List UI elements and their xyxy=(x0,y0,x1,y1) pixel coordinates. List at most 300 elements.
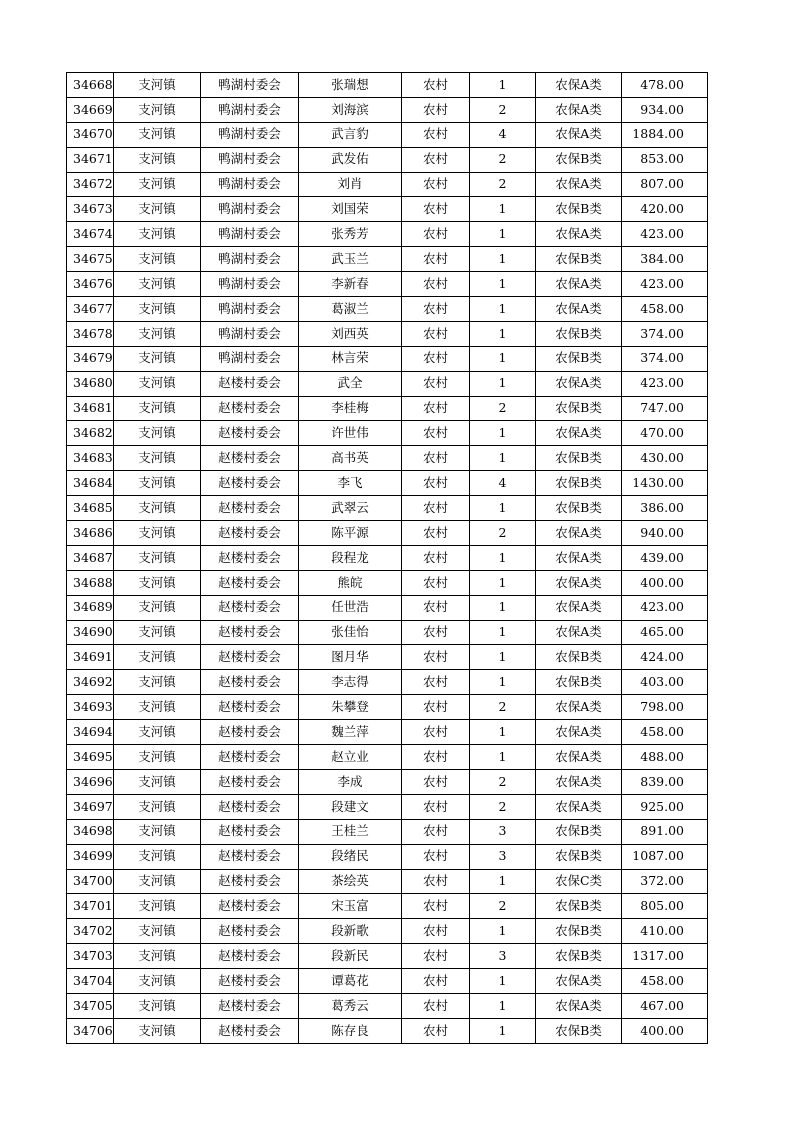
village-cell: 鸭湖村委会 xyxy=(201,122,299,147)
table-row xyxy=(67,869,708,894)
record-id-cell: 34681 xyxy=(67,396,114,421)
village-cell: 赵楼村委会 xyxy=(201,1018,299,1043)
area-type-cell: 农村 xyxy=(402,396,470,421)
town-cell: 支河镇 xyxy=(114,645,201,670)
person-name-cell: 刘国荣 xyxy=(299,197,402,222)
town-cell: 支河镇 xyxy=(114,321,201,346)
table-row xyxy=(67,620,708,645)
record-id-cell: 34675 xyxy=(67,247,114,272)
area-type-cell: 农村 xyxy=(402,869,470,894)
village-cell: 鸭湖村委会 xyxy=(201,346,299,371)
insurance-category-cell: 农保A类 xyxy=(536,769,622,794)
table-row xyxy=(67,446,708,471)
area-type-cell: 农村 xyxy=(402,919,470,944)
record-id-cell: 34699 xyxy=(67,844,114,869)
town-cell: 支河镇 xyxy=(114,720,201,745)
person-name-cell: 李成 xyxy=(299,769,402,794)
town-cell: 支河镇 xyxy=(114,670,201,695)
insurance-category-cell: 农保C类 xyxy=(536,869,622,894)
household-size-cell: 1 xyxy=(470,346,536,371)
village-cell: 赵楼村委会 xyxy=(201,471,299,496)
area-type-cell: 农村 xyxy=(402,371,470,396)
town-cell: 支河镇 xyxy=(114,944,201,969)
area-type-cell: 农村 xyxy=(402,297,470,322)
town-cell: 支河镇 xyxy=(114,919,201,944)
person-name-cell: 葛淑兰 xyxy=(299,297,402,322)
village-cell: 鸭湖村委会 xyxy=(201,97,299,122)
village-cell: 赵楼村委会 xyxy=(201,620,299,645)
town-cell: 支河镇 xyxy=(114,222,201,247)
village-cell: 赵楼村委会 xyxy=(201,794,299,819)
town-cell: 支河镇 xyxy=(114,297,201,322)
village-cell: 赵楼村委会 xyxy=(201,670,299,695)
town-cell: 支河镇 xyxy=(114,247,201,272)
household-size-cell: 1 xyxy=(470,670,536,695)
area-type-cell: 农村 xyxy=(402,197,470,222)
insurance-category-cell: 农保A类 xyxy=(536,297,622,322)
record-id-cell: 34697 xyxy=(67,794,114,819)
table-row xyxy=(67,396,708,421)
area-type-cell: 农村 xyxy=(402,421,470,446)
household-size-cell: 1 xyxy=(470,745,536,770)
table-row xyxy=(67,1018,708,1043)
town-cell: 支河镇 xyxy=(114,471,201,496)
insurance-category-cell: 农保A类 xyxy=(536,371,622,396)
person-name-cell: 张瑞想 xyxy=(299,73,402,98)
record-id-cell: 34687 xyxy=(67,545,114,570)
village-cell: 赵楼村委会 xyxy=(201,695,299,720)
amount-cell: 424.00 xyxy=(622,645,708,670)
amount-cell: 400.00 xyxy=(622,1018,708,1043)
insurance-category-cell: 农保B类 xyxy=(536,819,622,844)
person-name-cell: 段新歌 xyxy=(299,919,402,944)
area-type-cell: 农村 xyxy=(402,993,470,1018)
area-type-cell: 农村 xyxy=(402,570,470,595)
person-name-cell: 段程龙 xyxy=(299,545,402,570)
person-name-cell: 武言豹 xyxy=(299,122,402,147)
person-name-cell: 武玉兰 xyxy=(299,247,402,272)
village-cell: 赵楼村委会 xyxy=(201,993,299,1018)
insurance-category-cell: 农保B类 xyxy=(536,471,622,496)
household-size-cell: 1 xyxy=(470,321,536,346)
person-name-cell: 刘西英 xyxy=(299,321,402,346)
record-id-cell: 34674 xyxy=(67,222,114,247)
table-row xyxy=(67,595,708,620)
household-size-cell: 1 xyxy=(470,1018,536,1043)
household-size-cell: 1 xyxy=(470,545,536,570)
amount-cell: 798.00 xyxy=(622,695,708,720)
household-size-cell: 3 xyxy=(470,819,536,844)
household-size-cell: 1 xyxy=(470,247,536,272)
person-name-cell: 李新春 xyxy=(299,272,402,297)
record-id-cell: 34679 xyxy=(67,346,114,371)
record-id-cell: 34705 xyxy=(67,993,114,1018)
insurance-category-cell: 农保B类 xyxy=(536,919,622,944)
amount-cell: 420.00 xyxy=(622,197,708,222)
person-name-cell: 朱攀登 xyxy=(299,695,402,720)
person-name-cell: 茶绘英 xyxy=(299,869,402,894)
area-type-cell: 农村 xyxy=(402,496,470,521)
town-cell: 支河镇 xyxy=(114,969,201,994)
village-cell: 赵楼村委会 xyxy=(201,894,299,919)
town-cell: 支河镇 xyxy=(114,844,201,869)
area-type-cell: 农村 xyxy=(402,695,470,720)
area-type-cell: 农村 xyxy=(402,122,470,147)
town-cell: 支河镇 xyxy=(114,620,201,645)
amount-cell: 465.00 xyxy=(622,620,708,645)
table-row xyxy=(67,272,708,297)
amount-cell: 839.00 xyxy=(622,769,708,794)
table-row xyxy=(67,371,708,396)
amount-cell: 1430.00 xyxy=(622,471,708,496)
record-id-cell: 34693 xyxy=(67,695,114,720)
area-type-cell: 农村 xyxy=(402,471,470,496)
town-cell: 支河镇 xyxy=(114,894,201,919)
household-size-cell: 2 xyxy=(470,695,536,720)
record-id-cell: 34684 xyxy=(67,471,114,496)
town-cell: 支河镇 xyxy=(114,371,201,396)
table-row xyxy=(67,421,708,446)
area-type-cell: 农村 xyxy=(402,620,470,645)
amount-cell: 1317.00 xyxy=(622,944,708,969)
amount-cell: 372.00 xyxy=(622,869,708,894)
area-type-cell: 农村 xyxy=(402,745,470,770)
amount-cell: 805.00 xyxy=(622,894,708,919)
insurance-category-cell: 农保B类 xyxy=(536,197,622,222)
village-cell: 鸭湖村委会 xyxy=(201,297,299,322)
insurance-category-cell: 农保B类 xyxy=(536,396,622,421)
table-row xyxy=(67,745,708,770)
village-cell: 赵楼村委会 xyxy=(201,446,299,471)
table-row xyxy=(67,645,708,670)
area-type-cell: 农村 xyxy=(402,97,470,122)
record-id-cell: 34696 xyxy=(67,769,114,794)
area-type-cell: 农村 xyxy=(402,247,470,272)
insurance-category-cell: 农保A类 xyxy=(536,122,622,147)
town-cell: 支河镇 xyxy=(114,346,201,371)
household-size-cell: 1 xyxy=(470,570,536,595)
household-size-cell: 1 xyxy=(470,371,536,396)
insurance-category-cell: 农保A类 xyxy=(536,545,622,570)
amount-cell: 439.00 xyxy=(622,545,708,570)
record-id-cell: 34669 xyxy=(67,97,114,122)
amount-cell: 458.00 xyxy=(622,720,708,745)
area-type-cell: 农村 xyxy=(402,521,470,546)
village-cell: 赵楼村委会 xyxy=(201,745,299,770)
insurance-category-cell: 农保A类 xyxy=(536,794,622,819)
record-id-cell: 34670 xyxy=(67,122,114,147)
town-cell: 支河镇 xyxy=(114,745,201,770)
household-size-cell: 1 xyxy=(470,297,536,322)
record-id-cell: 34692 xyxy=(67,670,114,695)
village-cell: 鸭湖村委会 xyxy=(201,147,299,172)
household-size-cell: 1 xyxy=(470,869,536,894)
record-id-cell: 34702 xyxy=(67,919,114,944)
table-row xyxy=(67,919,708,944)
amount-cell: 430.00 xyxy=(622,446,708,471)
amount-cell: 423.00 xyxy=(622,595,708,620)
village-cell: 赵楼村委会 xyxy=(201,570,299,595)
town-cell: 支河镇 xyxy=(114,819,201,844)
table-row xyxy=(67,97,708,122)
town-cell: 支河镇 xyxy=(114,595,201,620)
person-name-cell: 段绪民 xyxy=(299,844,402,869)
person-name-cell: 武全 xyxy=(299,371,402,396)
person-name-cell: 魏兰萍 xyxy=(299,720,402,745)
person-name-cell: 宋玉富 xyxy=(299,894,402,919)
area-type-cell: 农村 xyxy=(402,819,470,844)
person-name-cell: 段建文 xyxy=(299,794,402,819)
household-size-cell: 1 xyxy=(470,969,536,994)
amount-cell: 403.00 xyxy=(622,670,708,695)
area-type-cell: 农村 xyxy=(402,172,470,197)
person-name-cell: 陈存良 xyxy=(299,1018,402,1043)
insurance-category-cell: 农保A类 xyxy=(536,272,622,297)
record-id-cell: 34688 xyxy=(67,570,114,595)
record-id-cell: 34695 xyxy=(67,745,114,770)
record-id-cell: 34685 xyxy=(67,496,114,521)
town-cell: 支河镇 xyxy=(114,147,201,172)
town-cell: 支河镇 xyxy=(114,172,201,197)
insurance-category-cell: 农保A类 xyxy=(536,745,622,770)
village-cell: 赵楼村委会 xyxy=(201,421,299,446)
area-type-cell: 农村 xyxy=(402,794,470,819)
record-id-cell: 34678 xyxy=(67,321,114,346)
person-name-cell: 许世伟 xyxy=(299,421,402,446)
town-cell: 支河镇 xyxy=(114,1018,201,1043)
table-row xyxy=(67,570,708,595)
town-cell: 支河镇 xyxy=(114,570,201,595)
area-type-cell: 农村 xyxy=(402,670,470,695)
village-cell: 鸭湖村委会 xyxy=(201,172,299,197)
household-size-cell: 2 xyxy=(470,521,536,546)
village-cell: 赵楼村委会 xyxy=(201,720,299,745)
area-type-cell: 农村 xyxy=(402,346,470,371)
record-id-cell: 34694 xyxy=(67,720,114,745)
town-cell: 支河镇 xyxy=(114,695,201,720)
area-type-cell: 农村 xyxy=(402,645,470,670)
roster-body xyxy=(67,73,708,1044)
household-size-cell: 1 xyxy=(470,595,536,620)
area-type-cell: 农村 xyxy=(402,844,470,869)
village-cell: 鸭湖村委会 xyxy=(201,73,299,98)
village-cell: 赵楼村委会 xyxy=(201,371,299,396)
village-cell: 赵楼村委会 xyxy=(201,969,299,994)
person-name-cell: 张佳怡 xyxy=(299,620,402,645)
table-row xyxy=(67,122,708,147)
area-type-cell: 农村 xyxy=(402,1018,470,1043)
record-id-cell: 34690 xyxy=(67,620,114,645)
person-name-cell: 刘肖 xyxy=(299,172,402,197)
record-id-cell: 34671 xyxy=(67,147,114,172)
amount-cell: 423.00 xyxy=(622,371,708,396)
area-type-cell: 农村 xyxy=(402,944,470,969)
record-id-cell: 34704 xyxy=(67,969,114,994)
village-cell: 赵楼村委会 xyxy=(201,545,299,570)
insurance-category-cell: 农保B类 xyxy=(536,247,622,272)
household-size-cell: 1 xyxy=(470,197,536,222)
table-row xyxy=(67,944,708,969)
household-size-cell: 1 xyxy=(470,720,536,745)
insurance-category-cell: 农保B类 xyxy=(536,670,622,695)
table-row xyxy=(67,346,708,371)
village-cell: 赵楼村委会 xyxy=(201,819,299,844)
table-row xyxy=(67,147,708,172)
area-type-cell: 农村 xyxy=(402,147,470,172)
household-size-cell: 1 xyxy=(470,919,536,944)
amount-cell: 400.00 xyxy=(622,570,708,595)
table-row xyxy=(67,670,708,695)
record-id-cell: 34677 xyxy=(67,297,114,322)
insurance-category-cell: 农保A类 xyxy=(536,222,622,247)
village-cell: 赵楼村委会 xyxy=(201,944,299,969)
insurance-category-cell: 农保B类 xyxy=(536,894,622,919)
household-size-cell: 1 xyxy=(470,222,536,247)
table-row xyxy=(67,819,708,844)
household-size-cell: 1 xyxy=(470,272,536,297)
table-row xyxy=(67,172,708,197)
insurance-category-cell: 农保B类 xyxy=(536,346,622,371)
village-cell: 赵楼村委会 xyxy=(201,869,299,894)
insurance-category-cell: 农保B类 xyxy=(536,1018,622,1043)
amount-cell: 384.00 xyxy=(622,247,708,272)
town-cell: 支河镇 xyxy=(114,122,201,147)
household-size-cell: 1 xyxy=(470,620,536,645)
household-size-cell: 4 xyxy=(470,471,536,496)
amount-cell: 423.00 xyxy=(622,222,708,247)
area-type-cell: 农村 xyxy=(402,769,470,794)
insurance-category-cell: 农保A类 xyxy=(536,620,622,645)
town-cell: 支河镇 xyxy=(114,97,201,122)
household-size-cell: 1 xyxy=(470,446,536,471)
town-cell: 支河镇 xyxy=(114,396,201,421)
person-name-cell: 陈平源 xyxy=(299,521,402,546)
person-name-cell: 图月华 xyxy=(299,645,402,670)
village-cell: 赵楼村委会 xyxy=(201,844,299,869)
table-row xyxy=(67,73,708,98)
insurance-category-cell: 农保A类 xyxy=(536,97,622,122)
area-type-cell: 农村 xyxy=(402,73,470,98)
village-cell: 赵楼村委会 xyxy=(201,645,299,670)
insurance-category-cell: 农保A类 xyxy=(536,993,622,1018)
person-name-cell: 刘海滨 xyxy=(299,97,402,122)
town-cell: 支河镇 xyxy=(114,421,201,446)
table-row xyxy=(67,969,708,994)
household-size-cell: 1 xyxy=(470,496,536,521)
area-type-cell: 农村 xyxy=(402,720,470,745)
roster-table xyxy=(66,72,708,1044)
person-name-cell: 李桂梅 xyxy=(299,396,402,421)
amount-cell: 488.00 xyxy=(622,745,708,770)
household-size-cell: 3 xyxy=(470,844,536,869)
insurance-category-cell: 农保B类 xyxy=(536,147,622,172)
person-name-cell: 谭葛花 xyxy=(299,969,402,994)
town-cell: 支河镇 xyxy=(114,769,201,794)
household-size-cell: 2 xyxy=(470,769,536,794)
person-name-cell: 段新民 xyxy=(299,944,402,969)
insurance-category-cell: 农保A类 xyxy=(536,695,622,720)
person-name-cell: 林言荣 xyxy=(299,346,402,371)
town-cell: 支河镇 xyxy=(114,496,201,521)
record-id-cell: 34673 xyxy=(67,197,114,222)
village-cell: 赵楼村委会 xyxy=(201,521,299,546)
household-size-cell: 2 xyxy=(470,794,536,819)
table-row xyxy=(67,894,708,919)
household-size-cell: 2 xyxy=(470,396,536,421)
person-name-cell: 王桂兰 xyxy=(299,819,402,844)
table-row xyxy=(67,844,708,869)
household-size-cell: 2 xyxy=(470,894,536,919)
village-cell: 鸭湖村委会 xyxy=(201,222,299,247)
town-cell: 支河镇 xyxy=(114,794,201,819)
table-row xyxy=(67,720,708,745)
record-id-cell: 34672 xyxy=(67,172,114,197)
area-type-cell: 农村 xyxy=(402,446,470,471)
amount-cell: 853.00 xyxy=(622,147,708,172)
record-id-cell: 34668 xyxy=(67,73,114,98)
record-id-cell: 34676 xyxy=(67,272,114,297)
amount-cell: 940.00 xyxy=(622,521,708,546)
amount-cell: 807.00 xyxy=(622,172,708,197)
amount-cell: 410.00 xyxy=(622,919,708,944)
village-cell: 赵楼村委会 xyxy=(201,769,299,794)
table-row xyxy=(67,496,708,521)
area-type-cell: 农村 xyxy=(402,894,470,919)
record-id-cell: 34686 xyxy=(67,521,114,546)
household-size-cell: 2 xyxy=(470,147,536,172)
record-id-cell: 34689 xyxy=(67,595,114,620)
village-cell: 鸭湖村委会 xyxy=(201,197,299,222)
household-size-cell: 1 xyxy=(470,73,536,98)
area-type-cell: 农村 xyxy=(402,595,470,620)
table-row xyxy=(67,769,708,794)
amount-cell: 374.00 xyxy=(622,321,708,346)
insurance-category-cell: 农保B类 xyxy=(536,321,622,346)
table-row xyxy=(67,545,708,570)
village-cell: 鸭湖村委会 xyxy=(201,321,299,346)
village-cell: 鸭湖村委会 xyxy=(201,272,299,297)
amount-cell: 1087.00 xyxy=(622,844,708,869)
insurance-category-cell: 农保A类 xyxy=(536,421,622,446)
record-id-cell: 34700 xyxy=(67,869,114,894)
person-name-cell: 李飞 xyxy=(299,471,402,496)
insurance-category-cell: 农保A类 xyxy=(536,595,622,620)
household-size-cell: 1 xyxy=(470,421,536,446)
town-cell: 支河镇 xyxy=(114,197,201,222)
insurance-category-cell: 农保B类 xyxy=(536,446,622,471)
town-cell: 支河镇 xyxy=(114,545,201,570)
person-name-cell: 任世浩 xyxy=(299,595,402,620)
village-cell: 赵楼村委会 xyxy=(201,595,299,620)
person-name-cell: 赵立业 xyxy=(299,745,402,770)
household-size-cell: 4 xyxy=(470,122,536,147)
household-size-cell: 3 xyxy=(470,944,536,969)
town-cell: 支河镇 xyxy=(114,521,201,546)
area-type-cell: 农村 xyxy=(402,545,470,570)
insurance-category-cell: 农保A类 xyxy=(536,720,622,745)
record-id-cell: 34680 xyxy=(67,371,114,396)
person-name-cell: 高书英 xyxy=(299,446,402,471)
person-name-cell: 武翠云 xyxy=(299,496,402,521)
insurance-category-cell: 农保A类 xyxy=(536,969,622,994)
village-cell: 赵楼村委会 xyxy=(201,396,299,421)
table-row xyxy=(67,247,708,272)
amount-cell: 374.00 xyxy=(622,346,708,371)
amount-cell: 1884.00 xyxy=(622,122,708,147)
person-name-cell: 武发佑 xyxy=(299,147,402,172)
town-cell: 支河镇 xyxy=(114,993,201,1018)
table-row xyxy=(67,794,708,819)
